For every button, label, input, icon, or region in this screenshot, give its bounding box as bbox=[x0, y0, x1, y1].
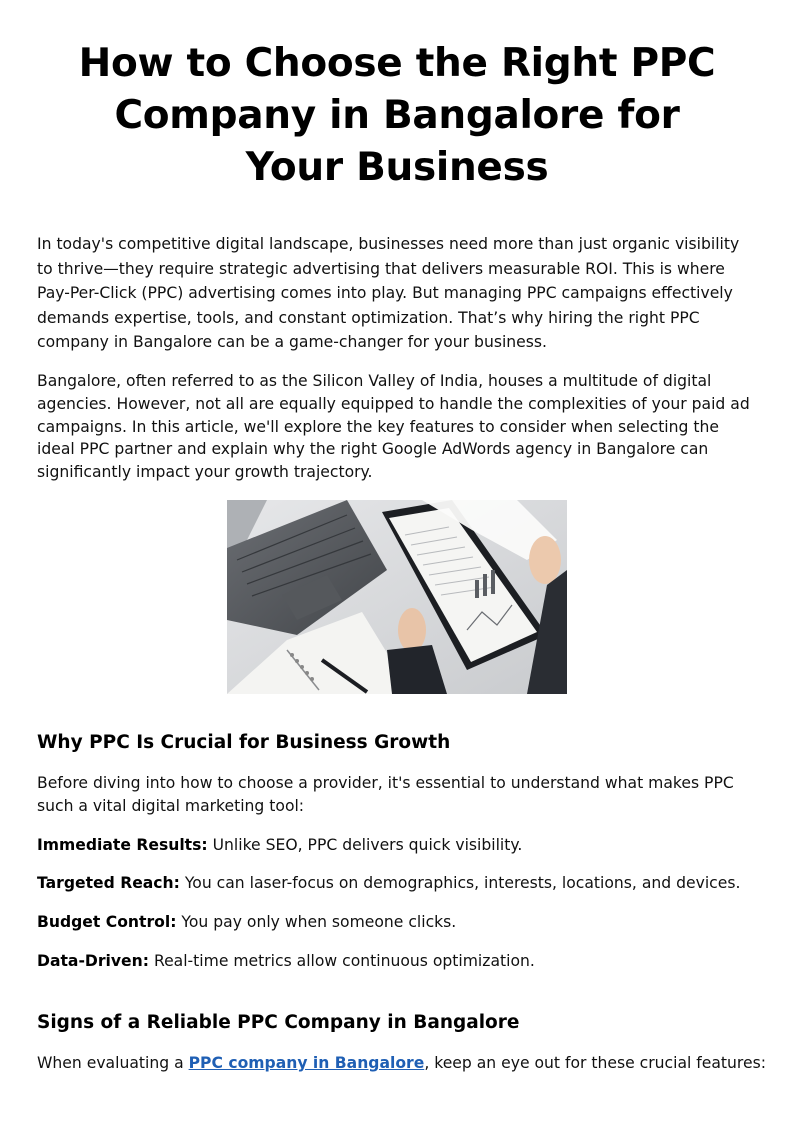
intro-paragraph-1: In today's competitive digital landscape, businesses need more than just organic visibility to thrive—they require strategic advertising that delivers measurable ROI. This is where Pay-Per-Click (PPC) advertising comes into play. But managing PPC campaigns effectively demands expertise, tools, and constant optimization. That’s why hiring the right PPC company in Bangalore can be a game-changer for your business. bbox=[37, 235, 740, 351]
lead-after: , keep an eye out for these crucial features: bbox=[424, 1054, 766, 1072]
benefit-immediate-results bbox=[37, 834, 759, 856]
benefit-text: You can laser-focus on demographics, interests, locations, and devices. bbox=[179, 874, 741, 892]
benefit-targeted-reach bbox=[37, 872, 759, 894]
benefit-text: Real-time metrics allow continuous optimization. bbox=[148, 952, 535, 970]
benefit-label: Budget Control: bbox=[37, 913, 177, 931]
lead-before: When evaluating a bbox=[37, 1054, 189, 1072]
section2-lead bbox=[37, 1052, 766, 1074]
section1-lead: Before diving into how to choose a provider, it's essential to understand what makes PPC such a vital digital marketing tool: bbox=[37, 774, 734, 815]
section-heading-why-ppc: Why PPC Is Crucial for Business Growth bbox=[37, 732, 451, 753]
benefit-label: Targeted Reach: bbox=[37, 874, 180, 892]
ppc-company-link[interactable]: PPC company in Bangalore bbox=[188, 1054, 425, 1072]
benefit-text: You pay only when someone clicks. bbox=[176, 913, 457, 931]
article-title: How to Choose the Right PPC Company in Bangalore for Your Business bbox=[78, 41, 716, 190]
hero-image bbox=[227, 500, 567, 694]
benefit-text: Unlike SEO, PPC delivers quick visibility. bbox=[207, 836, 523, 854]
section-heading-signs-reliable: Signs of a Reliable PPC Company in Bangalore bbox=[37, 1012, 520, 1033]
benefit-label: Data-Driven: bbox=[37, 952, 149, 970]
benefit-budget-control bbox=[37, 911, 759, 933]
intro-paragraph-2: Bangalore, often referred to as the Silicon Valley of India, houses a multitude of digital agencies. However, not all are equally equipped to handle the complexities of your paid ad campaigns. In this article, we'll explore the key features to consider when selecting the ideal PPC partner and explain why the right Google AdWords agency in Bangalore can significantly impact your growth trajectory. bbox=[37, 372, 750, 482]
benefit-data-driven bbox=[37, 950, 759, 972]
business-documents-photo bbox=[227, 500, 567, 694]
benefit-label: Immediate Results: bbox=[37, 836, 208, 854]
